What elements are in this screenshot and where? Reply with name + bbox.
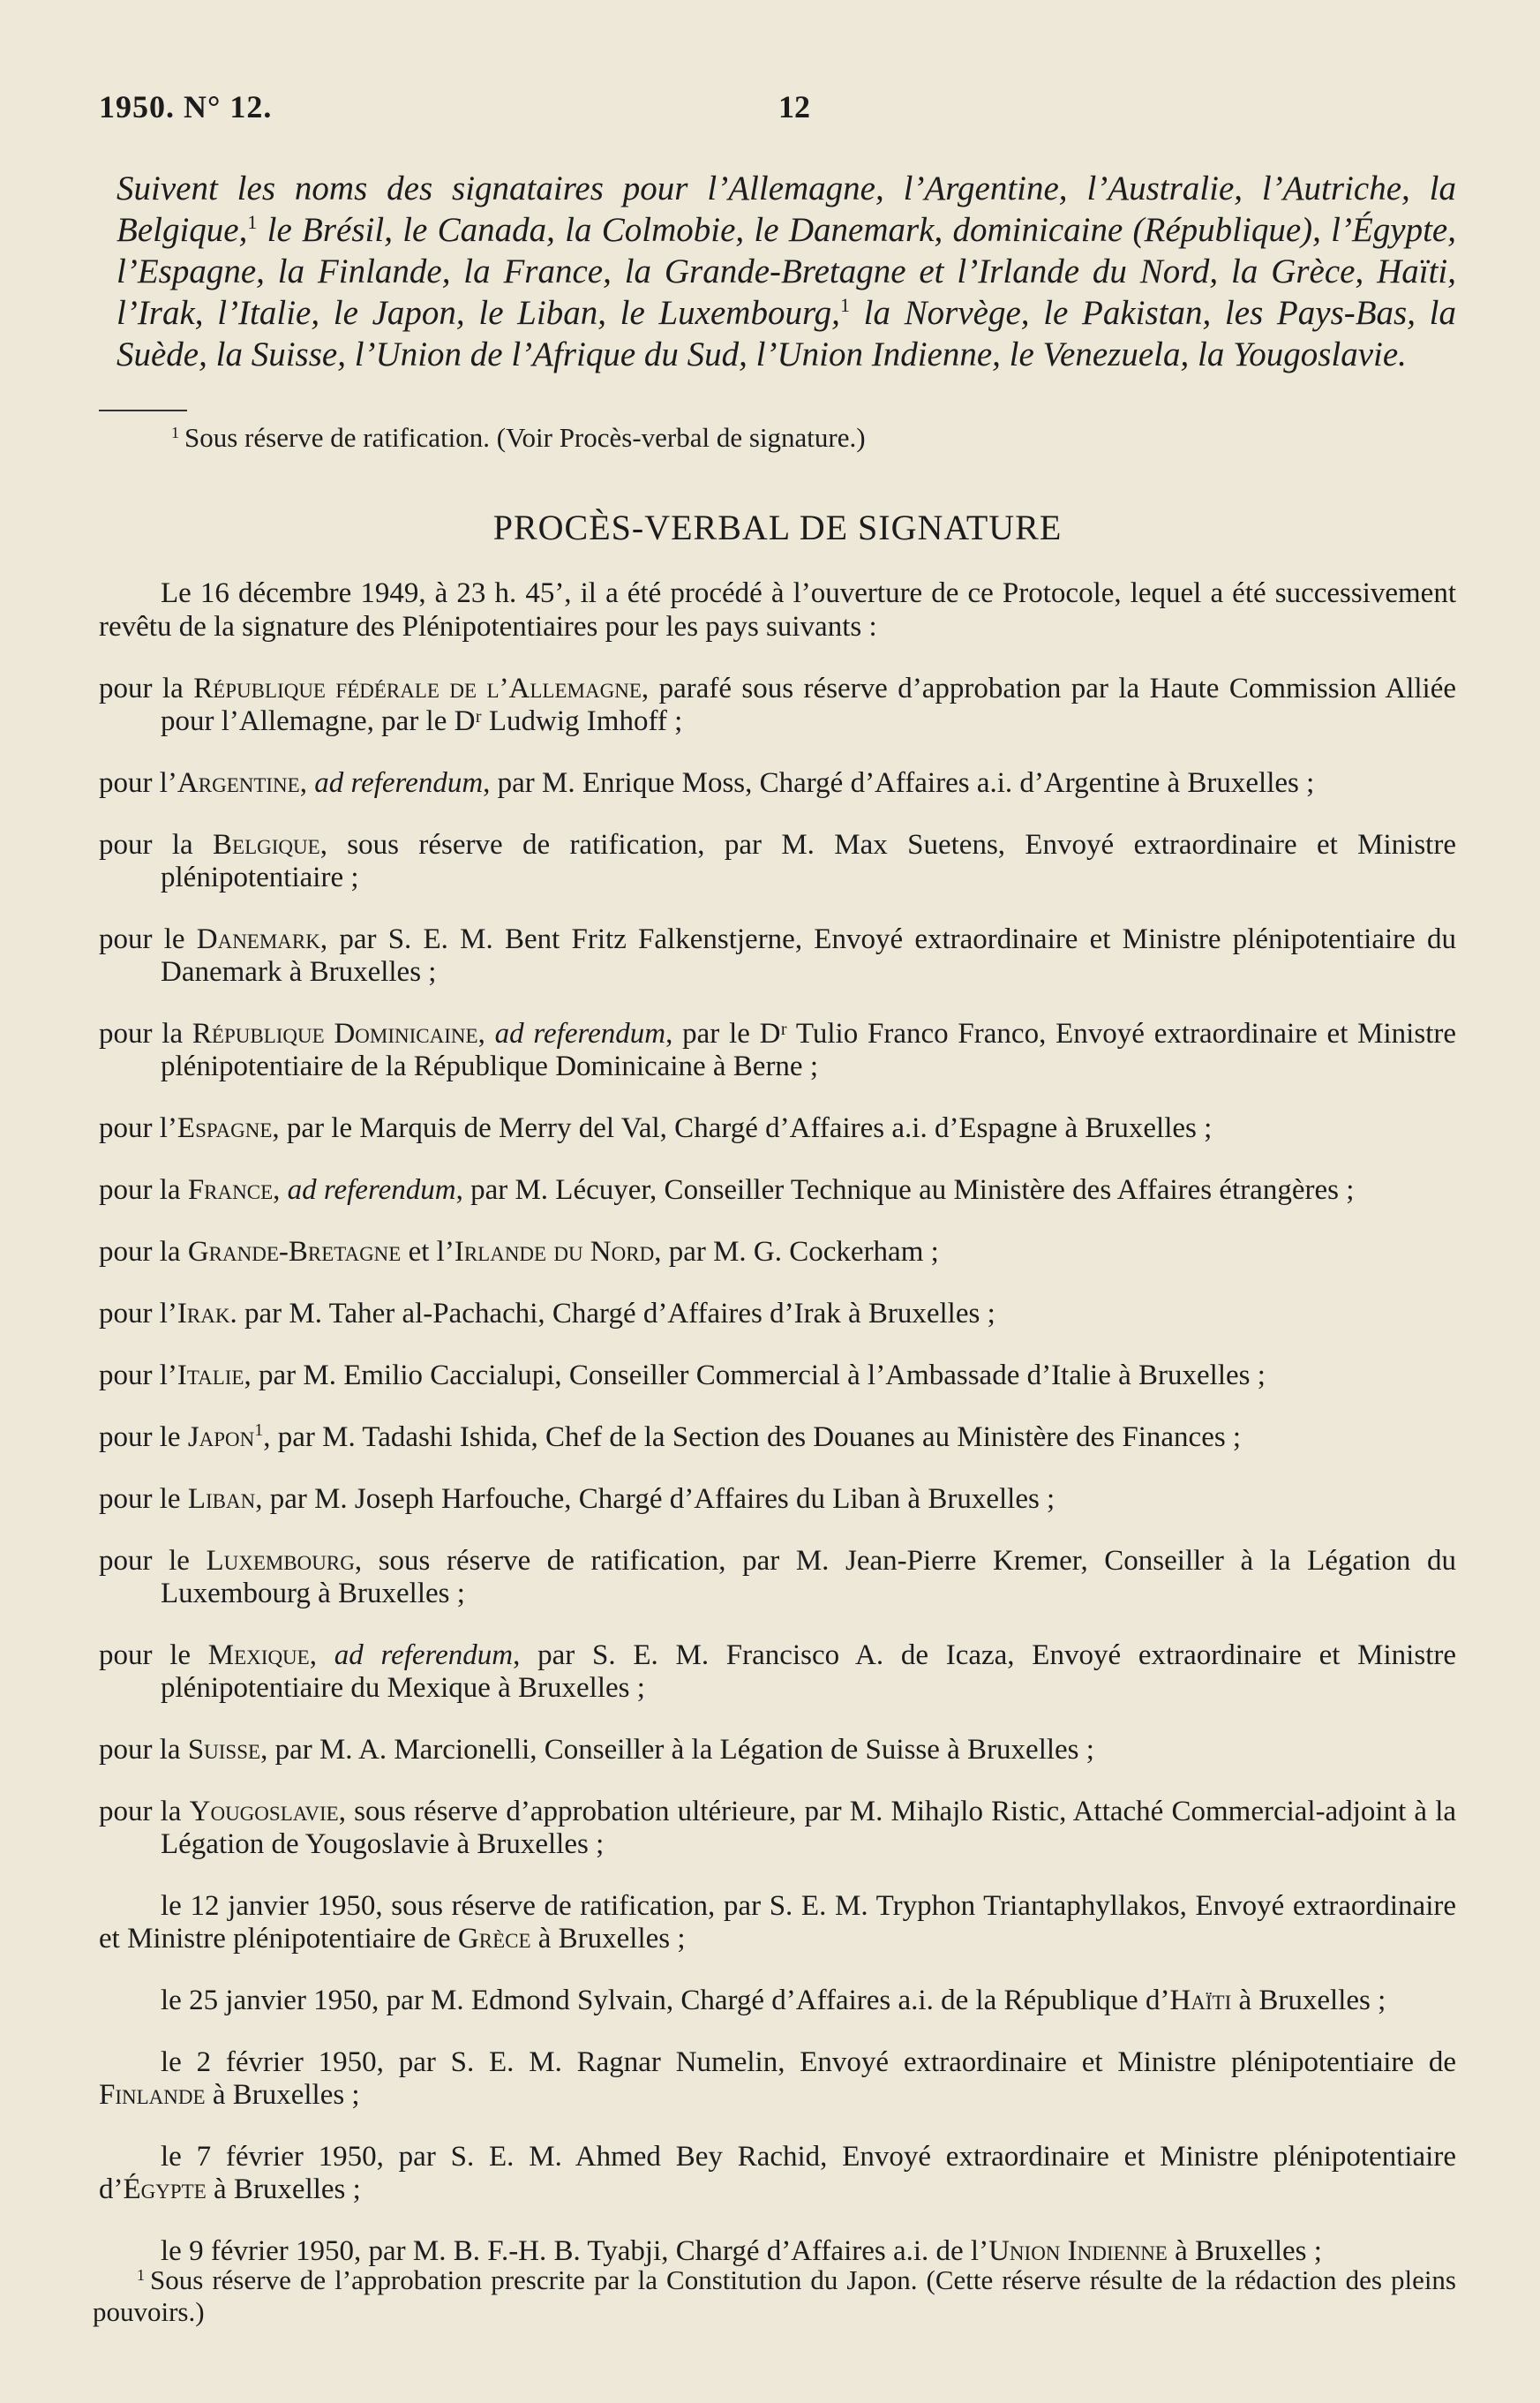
intro-text-1: Suivent les noms des signataires pour l’Allemagne, l’Argentine, l’Australie, l’Autriche, la Belgique, bbox=[116, 169, 1456, 249]
signature-entry-espagne: pour l’Espagne, par le Marquis de Merry del Val, Chargé d’Affaires a.i. d’Espagne à Bruxelles ; bbox=[99, 1112, 1213, 1144]
page-header bbox=[99, 88, 1456, 141]
signature-entry-finlande: le 2 février 1950, par S. E. M. Ragnar Numelin, Envoyé extraordinaire et Ministre plénipotentiaire de Finlande à Bruxelles ; bbox=[99, 2046, 1456, 2111]
signature-entry-union-indienne: le 9 février 1950, par M. B. F.-H. B. Tyabji, Chargé d’Affaires a.i. de l’Union Indienne à Bruxelles ; bbox=[161, 2235, 1322, 2267]
signature-entry-haiti: le 25 janvier 1950, par M. Edmond Sylvain, Chargé d’Affaires a.i. de la République d’Haïti à Bruxelles ; bbox=[161, 1985, 1386, 2016]
page-number: 12 bbox=[778, 89, 810, 124]
signature-entry-luxembourg: pour le Luxembourg, sous réserve de ratification, par M. Jean-Pierre Kremer, Conseiller à la Légation du Luxembourg à Bruxelles ; bbox=[99, 1545, 1456, 1609]
lead-paragraph: Le 16 décembre 1949, à 23 h. 45’, il a été procédé à l’ouverture de ce Protocole, lequel a été successivement revêtu de la signature des Plénipotentiaires pour les pays suivants : bbox=[99, 577, 1456, 643]
intro-text-3: la Norvège, le Pakistan, les Pays-Bas, la Suède, la Suisse, l’Union de l’Afrique du Sud, l’Union Indienne, le Venezuela, la Yougoslavie. bbox=[116, 294, 1456, 373]
footnote-mark: 1 bbox=[171, 424, 179, 441]
signature-entry-japon: pour le Japon$^1$, par M. Tadashi Ishida, Chef de la Section des Douanes au Ministère des Finances ; bbox=[99, 1420, 1242, 1453]
intro-text-2: le Brésil, le Canada, la Colmobie, le Danemark, dominicaine (République), l’Égypte, l’Espagne, la Finlande, la France, la Grande-Bretagne et l’Irlande du Nord, la Grèce, Haïti, l’Irak, l’Italie, le Japon, le Liban, le Luxembourg, bbox=[116, 211, 1456, 332]
signature-entry-argentine: pour l’Argentine, ad referendum, par M. Enrique Moss, Chargé d’Affaires a.i. d’Argentine à Bruxelles ; bbox=[99, 767, 1315, 799]
footnote-mark: 1 bbox=[839, 294, 850, 316]
signature-entry-france: pour la France, ad referendum, par M. Lécuyer, Conseiller Technique au Ministère des Affaires étrangères ; bbox=[99, 1174, 1355, 1206]
footnote-divider bbox=[99, 410, 187, 411]
footnote-ratification bbox=[99, 422, 1456, 454]
footnote-japon bbox=[93, 2264, 1456, 2328]
signature-entry-grece: le 12 janvier 1950, sous réserve de ratification, par S. E. M. Tryphon Triantaphyllakos, Envoyé extraordinaire et Ministre plénipotentiaire de Grèce à Bruxelles ; bbox=[99, 1890, 1456, 1955]
footnote-mark: 1 bbox=[254, 1420, 264, 1440]
footnote-text: Sous réserve de ratification. (Voir Procès-verbal de signature.) bbox=[184, 422, 866, 453]
signatories-intro bbox=[99, 168, 1456, 375]
signature-entry-suisse: pour la Suisse, par M. A. Marcionelli, Conseiller à la Légation de Suisse à Bruxelles ; bbox=[99, 1734, 1094, 1766]
footnote-mark: 1 bbox=[137, 2266, 145, 2284]
document-number: 1950. N° 12. bbox=[99, 89, 273, 124]
section-title: PROCÈS-VERBAL DE SIGNATURE bbox=[492, 508, 1063, 547]
footnote-text: Sous réserve de l’approbation prescrite par la Constitution du Japon. (Cette réserve résulte de la rédaction des pleins pouvoirs.) bbox=[93, 2264, 1456, 2327]
signature-entry-danemark: pour le Danemark, par S. E. M. Bent Fritz Falkenstjerne, Envoyé extraordinaire et Ministre plénipotentiaire du Danemark à Bruxelles ; bbox=[99, 923, 1456, 988]
signature-entry-liban: pour le Liban, par M. Joseph Harfouche, Chargé d’Affaires du Liban à Bruxelles ; bbox=[99, 1483, 1055, 1515]
signature-entry-irak: pour l’Irak. par M. Taher al-Pachachi, Chargé d’Affaires d’Irak à Bruxelles ; bbox=[99, 1298, 995, 1330]
footnote-mark: 1 bbox=[247, 211, 258, 233]
signature-entry-allemagne: pour la République fédérale de l’Allemagne, parafé sous réserve d’approbation par la Haute Commission Alliée pour l’Allemagne, par le Dʳ Ludwig Imhoff ; bbox=[99, 673, 1457, 737]
signature-entry-belgique: pour la Belgique, sous réserve de ratification, par M. Max Suetens, Envoyé extraordinaire et Ministre plénipotentiaire ; bbox=[99, 829, 1456, 893]
signature-entry-mexique: pour le Mexique, ad referendum, par S. E. M. Francisco A. de Icaza, Envoyé extraordinaire et Ministre plénipotentiaire du Mexique à Bruxelles ; bbox=[99, 1639, 1457, 1704]
signature-entry-dominicaine: pour la République Dominicaine, ad referendum, par le Dʳ Tulio Franco Franco, Envoyé extraordinaire et Ministre plénipotentiaire de la République Dominicaine à Berne ; bbox=[99, 1018, 1456, 1082]
signature-list bbox=[99, 673, 1456, 2268]
signature-entry-grande-bretagne: pour la Grande-Bretagne et l’Irlande du Nord, par M. G. Cockerham ; bbox=[99, 1236, 939, 1268]
signature-entry-egypte: le 7 février 1950, par S. E. M. Ahmed Bey Rachid, Envoyé extraordinaire et Ministre plénipotentiaire d’Égypte à Bruxelles ; bbox=[99, 2141, 1456, 2205]
signature-entry-yougoslavie: pour la Yougoslavie, sous réserve d’approbation ultérieure, par M. Mihajlo Ristic, Attaché Commercial-adjoint à la Légation de Yougoslavie à Bruxelles ; bbox=[99, 1796, 1457, 1860]
signature-entry-italie: pour l’Italie, par M. Emilio Caccialupi, Conseiller Commercial à l’Ambassade d’Italie à Bruxelles ; bbox=[99, 1360, 1266, 1391]
